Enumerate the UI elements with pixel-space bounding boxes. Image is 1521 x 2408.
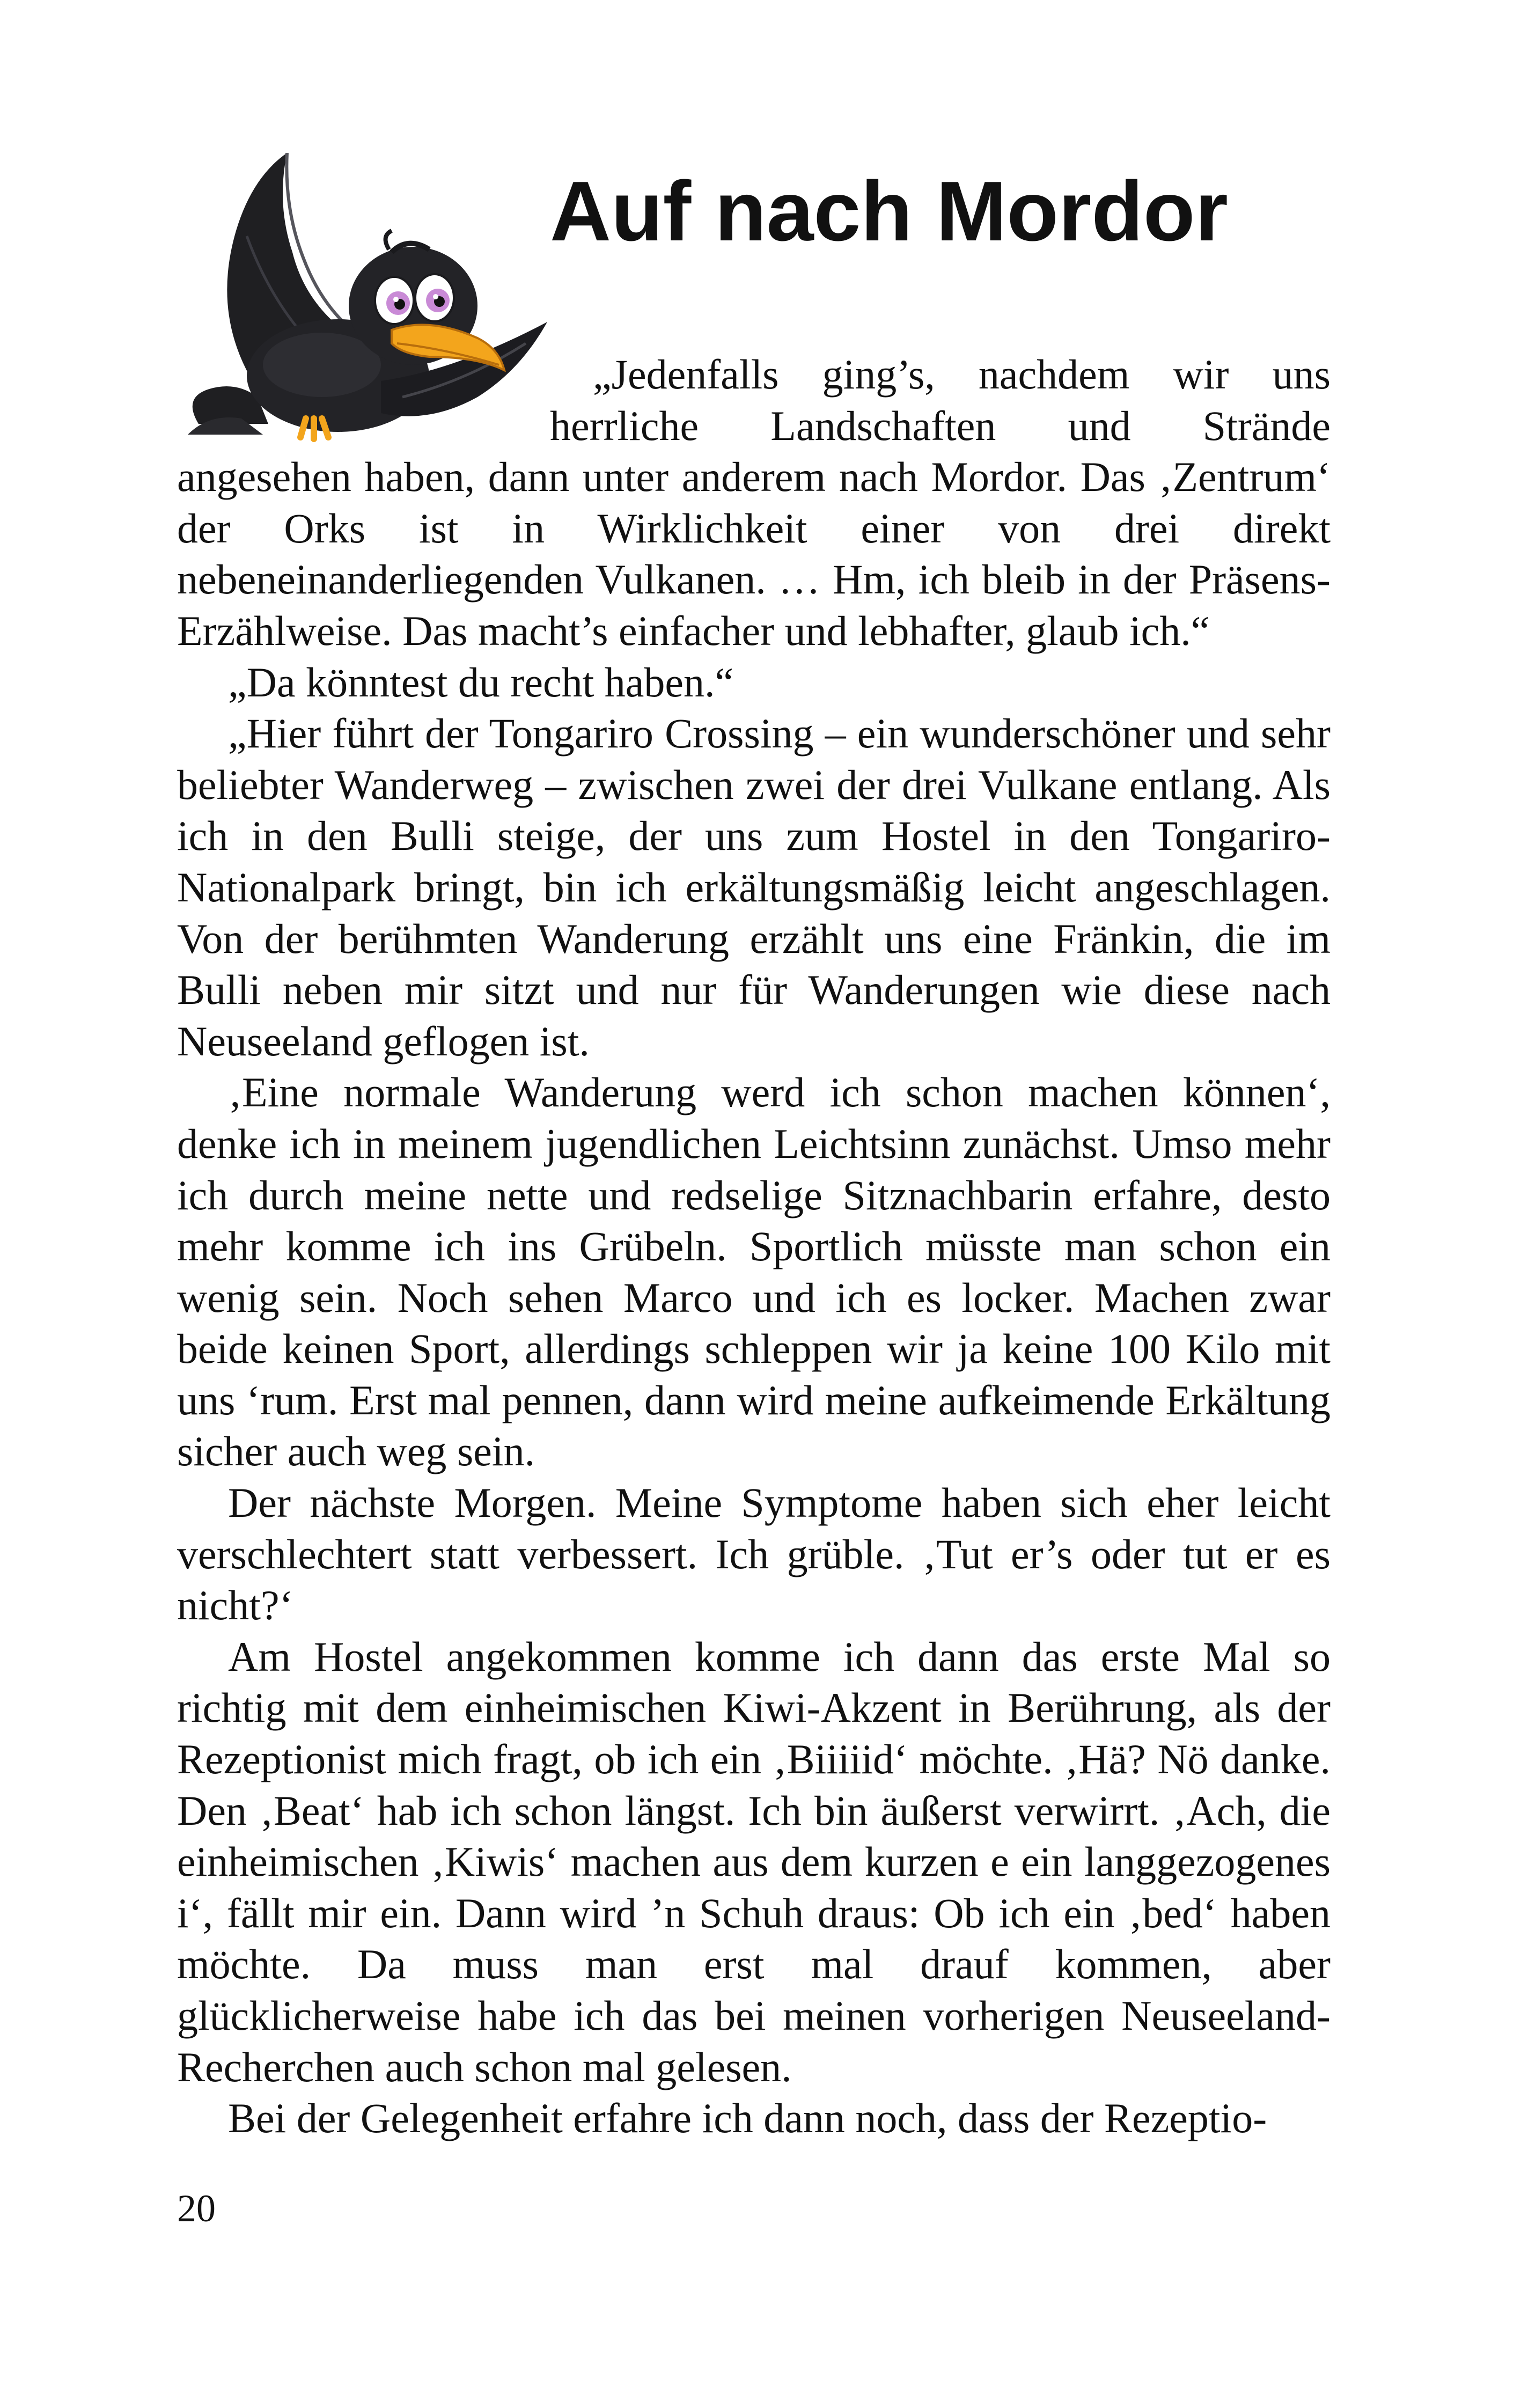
paragraph: „Hier führt der Tongariro Crossing – ein wunderschöner und sehr beliebter Wanderweg – zwischen zwei der drei Vulkane entlang. Als ich in den Bulli steige, der uns zum Hostel in den Tongariro-Nationalpark bringt, bin ich erkältungsmäßig leicht angeschlagen. Von der berühmten Wanderung erzählt uns eine Fränkin, die im Bulli neben mir sitzt und nur für Wanderungen wie diese nach Neuseeland geflogen ist. — [177, 710, 1331, 1064]
paragraph: Der nächste Morgen. Meine Symptome haben sich eher leicht verschlechtert statt verbessert. Ich grüble. ‚Tut er’s oder tut er es nicht?‘ — [177, 1479, 1331, 1629]
paragraph: Bei der Gelegenheit erfahre ich dann noch, dass der Rezeptio- — [228, 2095, 1267, 2142]
paragraph: „Jedenfalls ging’s, nachdem wir uns herrliche Landschaften und Strände angesehen haben, dann unter anderem nach Mordor. Das ‚Zentrum‘ der Orks ist in Wirklichkeit einer von drei direkt nebeneinanderliegenden Vulkanen. … Hm, ich bleib in der Präsens-Erzählweise. Das macht’s einfacher und lebhafter, glaub ich.“ — [177, 351, 1331, 654]
illustration-wrap-space — [177, 349, 550, 451]
body-text — [177, 349, 1331, 2144]
paragraph: „Da könntest du recht haben.“ — [228, 658, 734, 706]
page-number: 20 — [177, 2187, 216, 2230]
paragraph: ‚Eine normale Wanderung werd ich schon machen können‘, denke ich in meinem jugendlichen Leichtsinn zunächst. Umso mehr ich durch meine nette und redselige Sitznachbarin erfahre, desto mehr komme ich ins Grübeln. Sportlich müsste man schon ein wenig sein. Noch sehen Marco und ich es locker. Machen zwar beide keinen Sport, allerdings schleppen wir ja keine 100 Kilo mit uns ‘rum. Erst mal pennen, dann wird meine aufkeimende Erkältung sicher auch weg sein. — [177, 1069, 1331, 1475]
chapter-title: Auf nach Mordor — [550, 164, 1228, 259]
paragraph: Am Hostel angekommen komme ich dann das erste Mal so richtig mit dem einheimischen Kiwi-Akzent in Berührung, als der Rezeptionist mich fragt, ob ich ein ‚Biiiiid‘ möchte. ‚Hä? Nö danke. Den ‚Beat‘ hab ich schon längst. Ich bin äußerst verwirrt. ‚Ach, die einheimischen ‚Kiwis‘ machen aus dem kurzen e ein langgezogenes i‘, fällt mir ein. Dann wird ’n Schuh draus: Ob ich ein ‚bed‘ haben möchte. Da muss man erst mal drauf kommen, aber glücklicherweise habe ich das bei meinen vorherigen Neuseeland-Recherchen auch schon mal gelesen. — [177, 1633, 1331, 2090]
